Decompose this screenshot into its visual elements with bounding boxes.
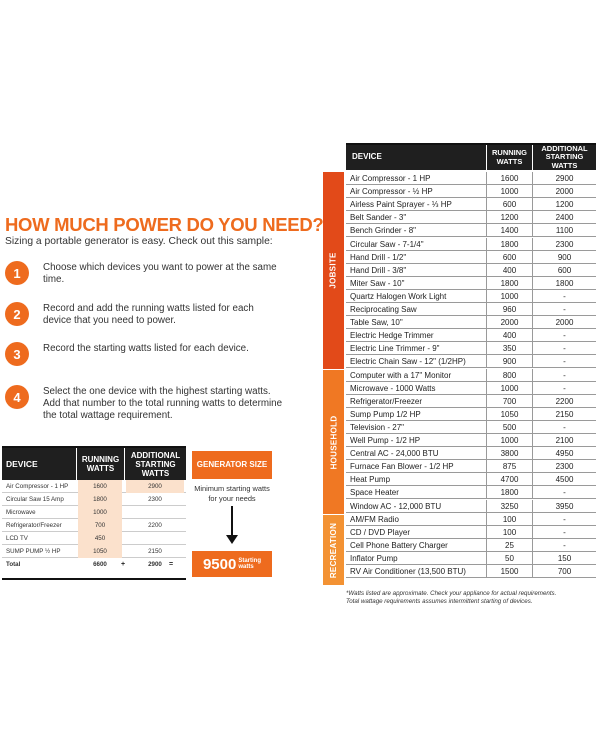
table-row [346, 473, 596, 486]
row-additional-watts: - [532, 486, 596, 499]
row-additional-watts: 150 [532, 552, 596, 565]
category-label: JOBSITE [329, 252, 338, 289]
row-device: Microwave - 1000 Watts [350, 383, 436, 393]
row-device: Space Heater [350, 488, 399, 498]
table-row [346, 526, 596, 539]
row-device: Air Compressor - ½ HP [350, 187, 433, 197]
category-recreation [323, 515, 344, 585]
row-running-watts: 350 [486, 342, 532, 355]
row-running-watts: 100 [486, 526, 532, 539]
row-running-watts: 700 [486, 395, 532, 408]
row-additional-watts: 1800 [532, 277, 596, 290]
row-running-watts: 1000 [486, 185, 532, 198]
column-header-device: DEVICE [6, 458, 38, 469]
table-row [346, 224, 596, 237]
column-header-running: RUNNING WATTS [486, 145, 532, 170]
row-additional-watts: - [532, 539, 596, 552]
row-additional-watts: 2900 [126, 480, 184, 493]
row-running-watts: 1600 [486, 172, 532, 185]
row-device: Window AC - 12,000 BTU [350, 501, 442, 511]
table-row [2, 506, 186, 519]
table-row [346, 264, 596, 277]
row-additional-watts: 2400 [532, 211, 596, 224]
row-device: Well Pump - 1/2 HP [350, 436, 421, 445]
step-2 [5, 302, 325, 342]
step-text: Choose which devices you want to power at the same time. [43, 262, 277, 285]
row-device: Furnace Fan Blower - 1/2 HP [350, 462, 454, 472]
step-number-badge: 2 [5, 302, 29, 326]
row-additional-watts: 2150 [532, 408, 596, 421]
row-device: Reciprocating Saw [350, 305, 417, 314]
table-row [346, 408, 596, 421]
row-running-watts: 500 [486, 421, 532, 434]
row-device: Hand Drill - 1/2" [350, 252, 407, 262]
category-label: RECREATION [329, 522, 339, 578]
category-label: HOUSEHOLD [329, 415, 339, 469]
table-row [2, 532, 186, 545]
row-running-watts: 3800 [486, 447, 532, 460]
row-additional-watts: - [532, 342, 596, 355]
row-running-watts: 1800 [486, 238, 532, 251]
row-running-watts: 960 [486, 303, 532, 316]
row-additional-watts: 900 [532, 251, 596, 264]
table-row [346, 565, 596, 578]
step-text: Record the starting watts listed for each device. [43, 343, 249, 354]
row-running-watts: 1800 [78, 493, 122, 506]
table-row [346, 277, 596, 290]
row-running-watts: 900 [486, 355, 532, 368]
row-device: AM/FM Radio [350, 514, 399, 524]
row-device: Cell Phone Battery Charger [350, 540, 448, 550]
step-1 [5, 261, 325, 301]
table-row [346, 539, 596, 552]
row-running-watts: 1400 [486, 224, 532, 237]
row-additional-watts: 1100 [532, 224, 596, 237]
row-additional-watts: - [532, 382, 596, 395]
step-number-badge: 4 [5, 385, 29, 409]
row-running-watts: 1050 [486, 408, 532, 421]
arrow-head-icon [226, 535, 238, 544]
row-running-watts: 2000 [486, 316, 532, 329]
row-running-watts: 4700 [486, 473, 532, 486]
row-running-watts: 800 [486, 369, 532, 382]
page-title: HOW MUCH POWER DO YOU NEED? [5, 214, 324, 235]
row-device: Television - 27" [350, 422, 404, 432]
footnote-line-1: *Watts listed are approximate. Check your appliance for actual requirements. [346, 590, 557, 597]
row-device: RV Air Conditioner (13,500 BTU) [350, 567, 466, 576]
table-row [346, 513, 596, 526]
row-running-watts: 3250 [486, 500, 532, 513]
generator-value: 9500 [202, 555, 237, 573]
row-additional-watts: - [532, 303, 596, 316]
row-running-watts: 100 [486, 513, 532, 526]
step-4 [5, 385, 325, 425]
intro-text: Sizing a portable generator is easy. Check out this sample: [5, 236, 273, 247]
column-header-running: RUNNING WATTS [76, 448, 124, 480]
generator-caption: Minimum starting watts for your needs [194, 484, 270, 503]
row-running-watts: 700 [78, 519, 122, 532]
table-row [346, 303, 596, 316]
row-running-watts: 1000 [486, 382, 532, 395]
row-additional-watts: 2900 [532, 172, 596, 185]
row-device: Quartz Halogen Work Light [350, 291, 447, 301]
row-additional-watts: 4950 [532, 447, 596, 460]
wattage-table-header [346, 143, 596, 170]
row-running-watts: 1000 [486, 290, 532, 303]
row-running-watts: 1800 [486, 486, 532, 499]
total-running: 6600 [93, 561, 107, 568]
row-running-watts: 875 [486, 460, 532, 473]
footnote [346, 590, 598, 606]
row-device: Air Compressor - 1 HP [350, 174, 431, 183]
table-row [346, 382, 596, 395]
row-running-watts: 25 [486, 539, 532, 552]
row-additional-watts: 3950 [532, 500, 596, 513]
generator-unit [238, 558, 261, 571]
table-row [346, 447, 596, 460]
row-running-watts: 1050 [78, 545, 122, 558]
total-label: Total [6, 561, 21, 568]
row-device: Belt Sander - 3" [350, 213, 407, 223]
row-running-watts: 1600 [78, 480, 122, 493]
column-header-additional: ADDITIONAL STARTING WATTS [532, 145, 596, 170]
row-device: Inflator Pump [350, 553, 398, 563]
row-additional-watts: 2200 [532, 395, 596, 408]
row-additional-watts: 2000 [532, 316, 596, 329]
sample-table-header [2, 448, 186, 480]
row-additional-watts: 2300 [532, 238, 596, 251]
table-row [2, 545, 186, 558]
row-additional-watts [126, 506, 184, 519]
table-row [346, 434, 596, 447]
row-running-watts: 600 [486, 198, 532, 211]
table-row [346, 486, 596, 499]
row-device: Airless Paint Sprayer - ⅓ HP [350, 200, 452, 210]
table-row [346, 251, 596, 264]
row-device: CD / DVD Player [350, 527, 411, 537]
row-device: Miter Saw - 10" [350, 278, 405, 288]
row-running-watts: 50 [486, 552, 532, 565]
table-row [346, 342, 596, 355]
row-device: Refrigerator/Freezer [6, 522, 62, 529]
row-running-watts: 450 [78, 532, 122, 545]
row-additional-watts: 2300 [532, 460, 596, 473]
row-running-watts: 1000 [486, 434, 532, 447]
row-running-watts: 1200 [486, 211, 532, 224]
table-row [346, 211, 596, 224]
table-row [346, 552, 596, 565]
sample-total-row [2, 558, 186, 571]
down-arrow-icon [231, 506, 233, 536]
equals-sign: = [169, 561, 174, 568]
row-device: Hand Drill - 3/8" [350, 265, 407, 275]
table-row [346, 460, 596, 473]
row-additional-watts: - [532, 290, 596, 303]
row-additional-watts: - [532, 526, 596, 539]
table-row [346, 421, 596, 434]
table-row [346, 329, 596, 342]
generator-result [192, 551, 272, 577]
row-device: Electric Line Trimmer - 9" [350, 344, 440, 354]
row-additional-watts: - [532, 355, 596, 368]
row-running-watts: 1500 [486, 565, 532, 578]
table-row [346, 395, 596, 408]
row-additional-watts: 4500 [532, 473, 596, 486]
row-running-watts: 1800 [486, 277, 532, 290]
row-additional-watts: - [532, 421, 596, 434]
row-additional-watts: - [532, 513, 596, 526]
footnote-line-2: Total wattage requirements assumes intermittent starting of devices. [346, 598, 533, 605]
row-device: Circular Saw - 7-1/4" [350, 239, 424, 249]
category-household [323, 370, 344, 514]
row-device: Air Compressor - 1 HP [6, 483, 69, 490]
row-additional-watts: 600 [532, 264, 596, 277]
row-additional-watts [126, 532, 184, 545]
row-running-watts: 400 [486, 264, 532, 277]
row-device: Electric Hedge Trimmer [350, 331, 434, 341]
row-running-watts: 600 [486, 251, 532, 264]
row-additional-watts: 700 [532, 565, 596, 578]
step-text: Record and add the running watts listed for each device that you need to power. [43, 303, 254, 326]
table-row [2, 519, 186, 532]
table-row [2, 493, 186, 506]
step-3 [5, 342, 325, 382]
table-row [2, 480, 186, 493]
generator-unit-line1: Starting [238, 557, 262, 564]
table-row [346, 172, 596, 185]
generator-size-header: GENERATOR SIZE [192, 451, 272, 479]
row-device: Heat Pump [350, 475, 391, 485]
row-device: Table Saw, 10" [350, 318, 403, 328]
row-device: Microwave [6, 509, 36, 516]
table-row [346, 290, 596, 303]
table-row [346, 316, 596, 329]
row-device: Electric Chain Saw - 12" (1/2HP) [350, 357, 466, 367]
row-additional-watts: 2200 [148, 522, 162, 529]
row-running-watts: 400 [486, 329, 532, 342]
step-number-badge: 3 [5, 342, 29, 366]
row-device: SUMP PUMP ½ HP [6, 548, 61, 555]
row-device: Bench Grinder - 8" [350, 226, 416, 236]
row-device: Circular Saw 15 Amp [6, 496, 64, 503]
sample-table [2, 446, 186, 580]
table-row [346, 369, 596, 382]
step-number-badge: 1 [5, 261, 29, 285]
table-row [346, 238, 596, 251]
row-device: Refrigerator/Freezer [350, 396, 423, 406]
step-text: Select the one device with the highest starting watts. Add that number to the total running watts to determine the total wattage requirement. [43, 386, 283, 421]
column-header-additional: ADDITIONAL STARTING WATTS [124, 448, 186, 480]
column-header-device: DEVICE [352, 152, 382, 162]
table-row [346, 500, 596, 513]
row-additional-watts: 2000 [532, 185, 596, 198]
row-device: Sump Pump 1/2 HP [350, 409, 421, 419]
row-additional-watts: 2150 [148, 548, 162, 555]
total-additional: 2900 [148, 561, 162, 568]
generator-unit-line2: watts [238, 564, 254, 570]
row-running-watts: 1000 [78, 506, 122, 519]
row-additional-watts: 1200 [532, 198, 596, 211]
row-additional-watts: 2300 [148, 496, 162, 503]
plus-sign: + [121, 561, 126, 568]
table-row [346, 355, 596, 368]
row-additional-watts: - [532, 369, 596, 382]
row-additional-watts: 2100 [532, 434, 596, 447]
row-device: Computer with a 17" Monitor [350, 370, 452, 380]
row-device: Central AC - 24,000 BTU [350, 449, 439, 459]
table-row [346, 185, 596, 198]
table-row [346, 198, 596, 211]
row-additional-watts: - [532, 329, 596, 342]
row-device: LCD TV [6, 535, 28, 542]
category-jobsite [323, 172, 344, 369]
